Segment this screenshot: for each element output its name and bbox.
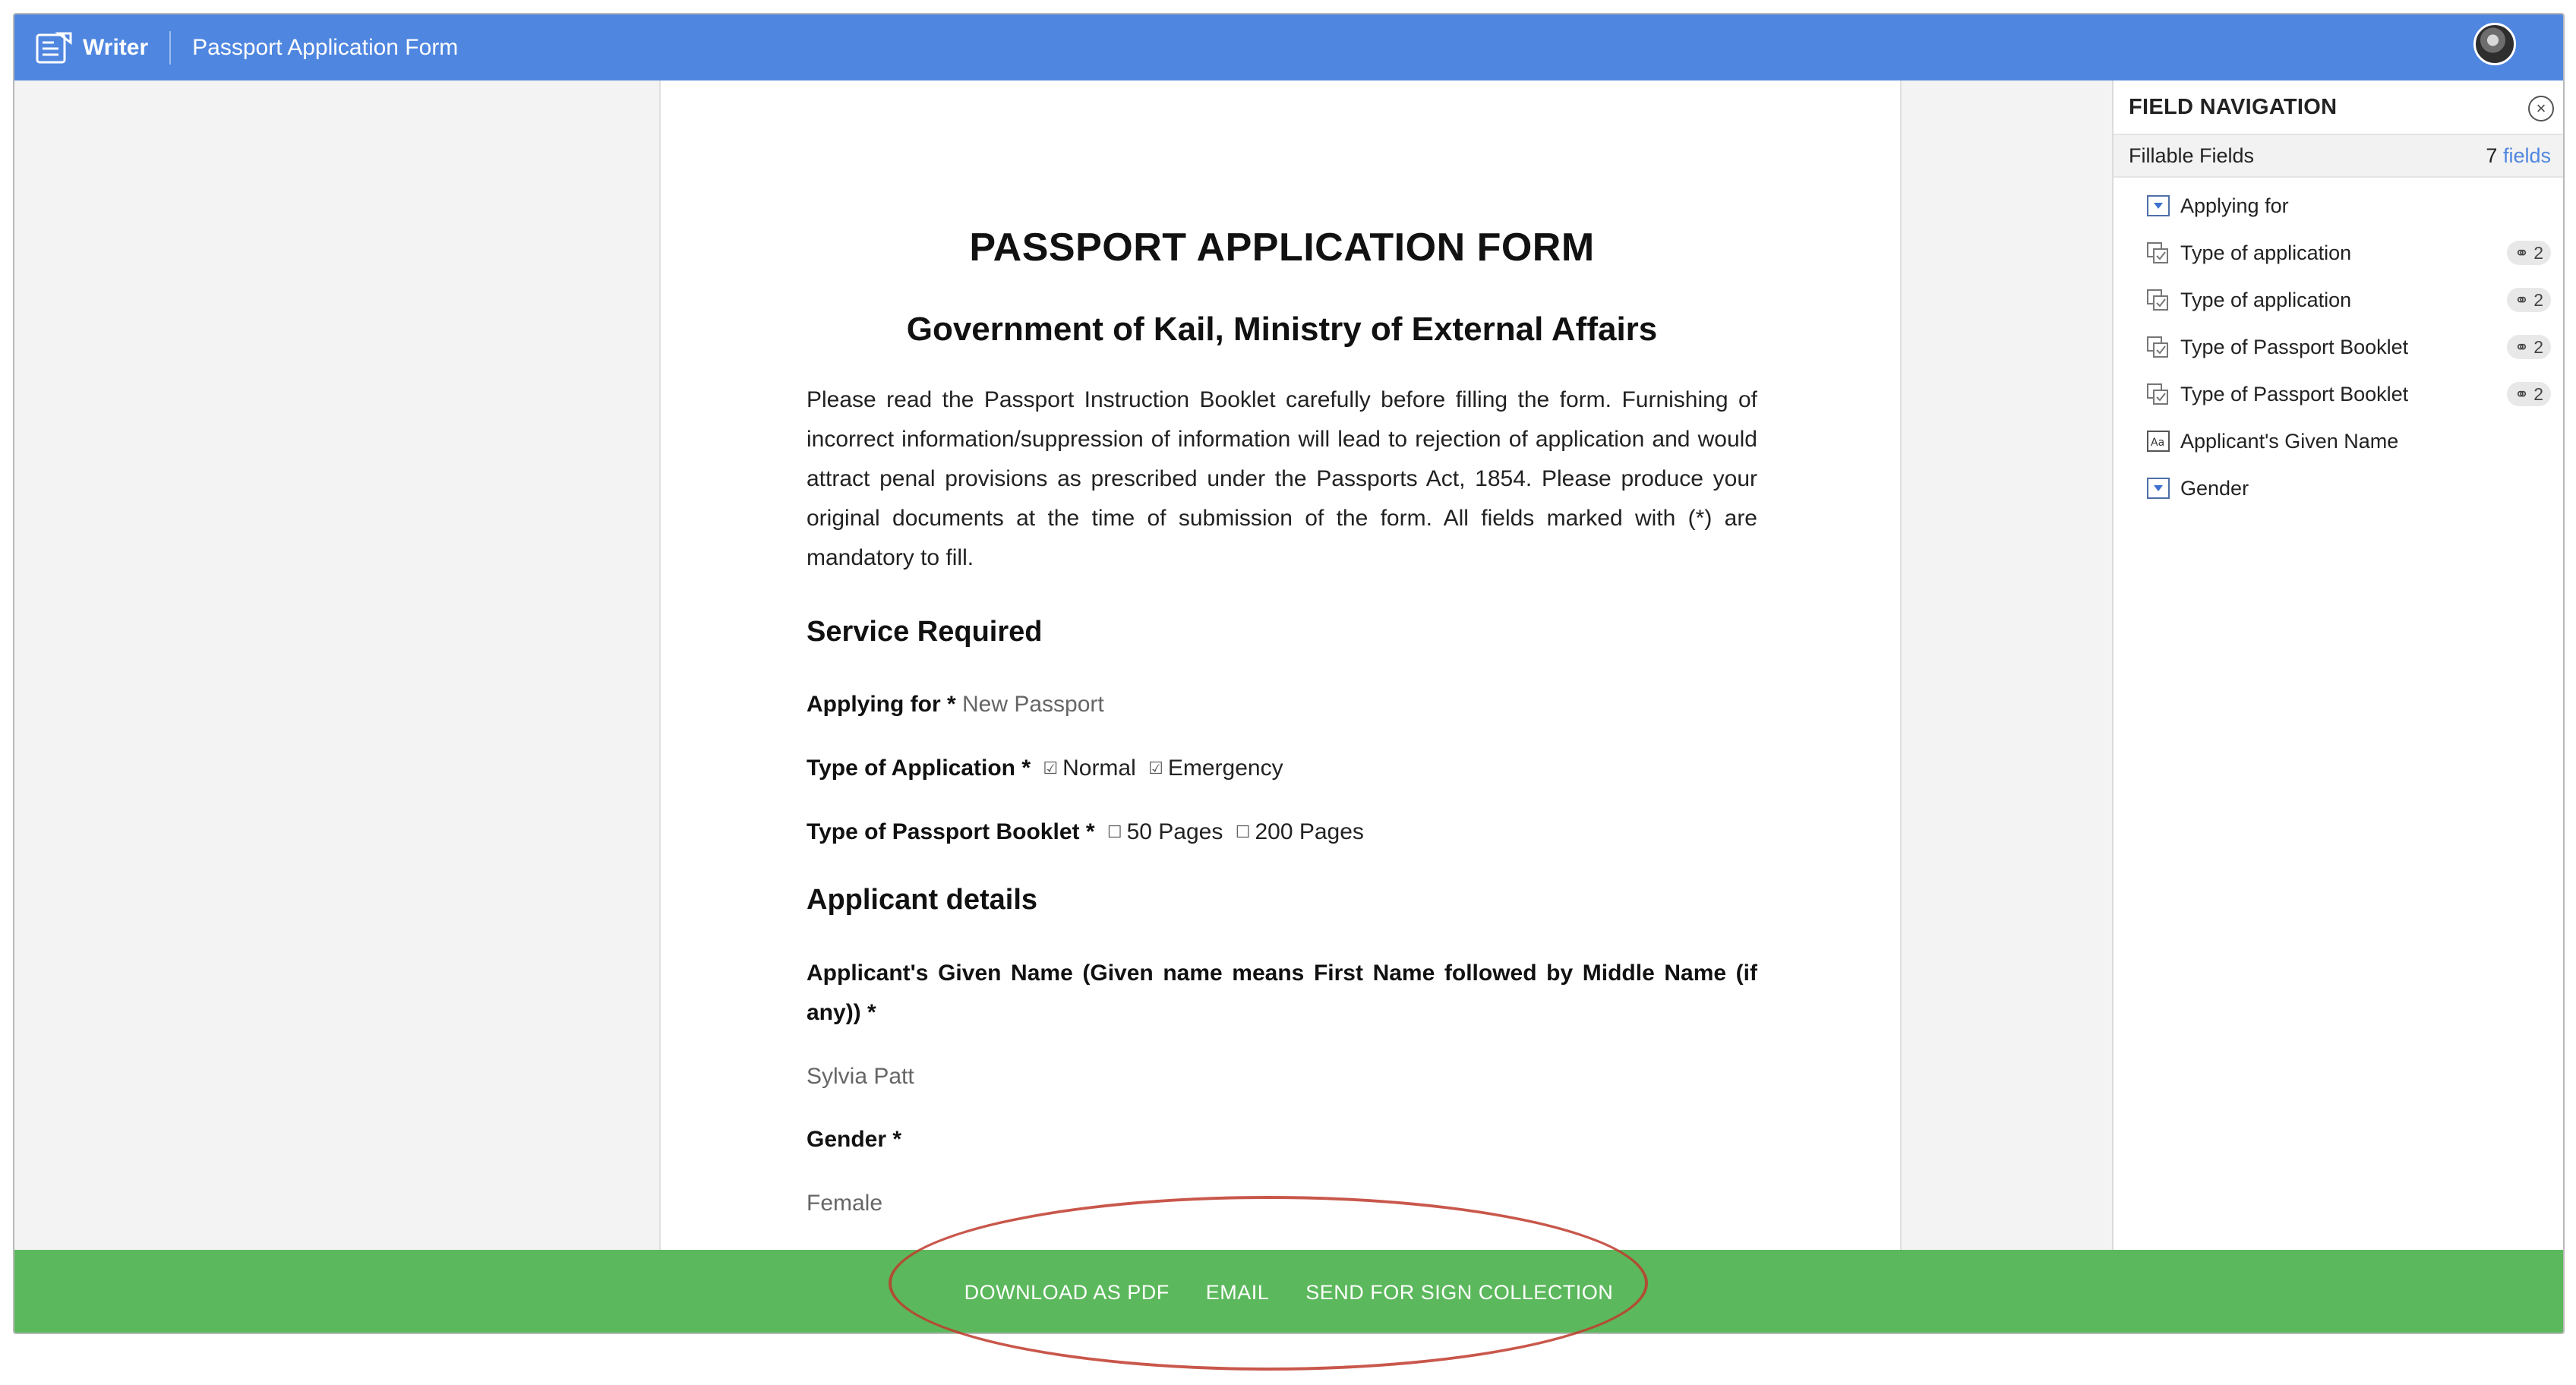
checkbox-icon — [2145, 289, 2171, 311]
gender-label: Gender * — [807, 1127, 902, 1152]
dropdown-icon — [2145, 477, 2171, 500]
text-field-icon — [2145, 430, 2171, 453]
linked-count-badge: ⚭ 2 — [2507, 241, 2551, 265]
checkbox-icon — [2145, 336, 2171, 358]
field-item-label: Type of Passport Booklet — [2180, 335, 2409, 358]
field-list — [2114, 178, 2565, 512]
application-type-label: Type of Application * — [807, 756, 1031, 781]
applying-for-value[interactable]: New Passport — [962, 692, 1104, 717]
linked-count-badge: ⚭ 2 — [2507, 382, 2551, 406]
linked-count-badge: ⚭ 2 — [2507, 335, 2551, 359]
panel-title: FIELD NAVIGATION — [2129, 94, 2338, 119]
link-icon: ⚭ — [2514, 336, 2530, 357]
field-item-label: Type of Passport Booklet — [2180, 382, 2409, 405]
send-for-sign-button[interactable]: SEND FOR SIGN COLLECTION — [1305, 1281, 1614, 1304]
field-item[interactable] — [2114, 276, 2565, 323]
checkbox-checked-icon[interactable]: ☑ — [1043, 759, 1059, 778]
field-item[interactable] — [2114, 182, 2565, 229]
link-icon: ⚭ — [2514, 289, 2530, 310]
download-pdf-button[interactable]: DOWNLOAD AS PDF — [964, 1281, 1170, 1304]
intro-paragraph: Please read the Passport Instruction Booklet carefully before filling the form. Furnishing of incorrect information/suppression of information will lead to rejection of application and would attract penal provisions as prescribed under the Passports Act, 1854. Please produce your original documents at the time of submission of the form. All fields marked with (*) are mandatory to fill. — [807, 387, 1757, 570]
field-item-label: Applying for — [2180, 194, 2289, 217]
field-item[interactable] — [2114, 229, 2565, 276]
given-name-label: Applicant's Given Name (Given name means First Name followed by Middle Name (if any)) * — [807, 961, 1757, 1025]
applying-for-row — [807, 692, 1104, 718]
checkbox-icon — [2145, 383, 2171, 405]
fillable-fields-label: Fillable Fields — [2129, 144, 2255, 167]
link-icon: ⚭ — [2514, 242, 2530, 263]
dropdown-icon — [2145, 194, 2171, 217]
field-item-label: Gender — [2180, 476, 2249, 500]
field-item-label: Type of application — [2180, 241, 2352, 264]
linked-count-badge: ⚭ 2 — [2507, 288, 2551, 312]
document-title[interactable]: Passport Application Form — [192, 34, 459, 60]
checkbox-checked-icon[interactable]: ☑ — [1148, 759, 1163, 778]
service-heading: Service Required — [807, 616, 1043, 648]
option-normal[interactable]: Normal — [1062, 756, 1136, 781]
checkbox-icon — [2145, 241, 2171, 264]
divider — [169, 31, 171, 65]
checkbox-empty-icon[interactable]: ☐ — [1106, 822, 1122, 841]
fillable-fields-header — [2114, 135, 2565, 178]
field-navigation-panel — [2112, 80, 2565, 1265]
form-subtitle: Government of Kail, Ministry of External Affairs — [906, 311, 1658, 348]
option-50-pages[interactable]: 50 Pages — [1126, 819, 1223, 844]
app-name[interactable]: Writer — [83, 34, 149, 60]
action-bar — [14, 1250, 2563, 1334]
gender-value[interactable]: Female — [807, 1191, 883, 1216]
top-bar — [14, 14, 2563, 80]
gender-row — [807, 1127, 901, 1153]
panel-header — [2114, 80, 2565, 135]
field-item[interactable] — [2114, 418, 2565, 465]
given-name-value[interactable]: Sylvia Patt — [807, 1064, 914, 1089]
document-page — [659, 80, 1902, 1265]
email-button[interactable]: EMAIL — [1205, 1281, 1270, 1304]
field-item[interactable] — [2114, 465, 2565, 512]
writer-logo-icon[interactable] — [36, 30, 72, 66]
field-item-label: Type of application — [2180, 288, 2352, 311]
link-icon: ⚭ — [2514, 383, 2530, 404]
applying-for-label: Applying for * — [807, 692, 956, 717]
svg-text:Aa: Aa — [2151, 437, 2165, 449]
close-icon[interactable]: × — [2528, 96, 2554, 121]
form-title: PASSPORT APPLICATION FORM — [969, 226, 1595, 270]
app-window — [13, 13, 2565, 1334]
field-item-label: Applicant's Given Name — [2180, 429, 2399, 453]
field-count: 7 fields — [2486, 144, 2551, 167]
booklet-type-label: Type of Passport Booklet * — [807, 819, 1095, 844]
booklet-type-row — [807, 819, 1364, 845]
application-type-row — [807, 756, 1283, 781]
avatar[interactable] — [2473, 23, 2516, 65]
field-item[interactable] — [2114, 323, 2565, 371]
option-200-pages[interactable]: 200 Pages — [1255, 819, 1364, 844]
option-emergency[interactable]: Emergency — [1167, 756, 1283, 781]
applicant-heading: Applicant details — [807, 884, 1038, 916]
field-item[interactable] — [2114, 371, 2565, 418]
checkbox-empty-icon[interactable]: ☐ — [1235, 822, 1251, 841]
